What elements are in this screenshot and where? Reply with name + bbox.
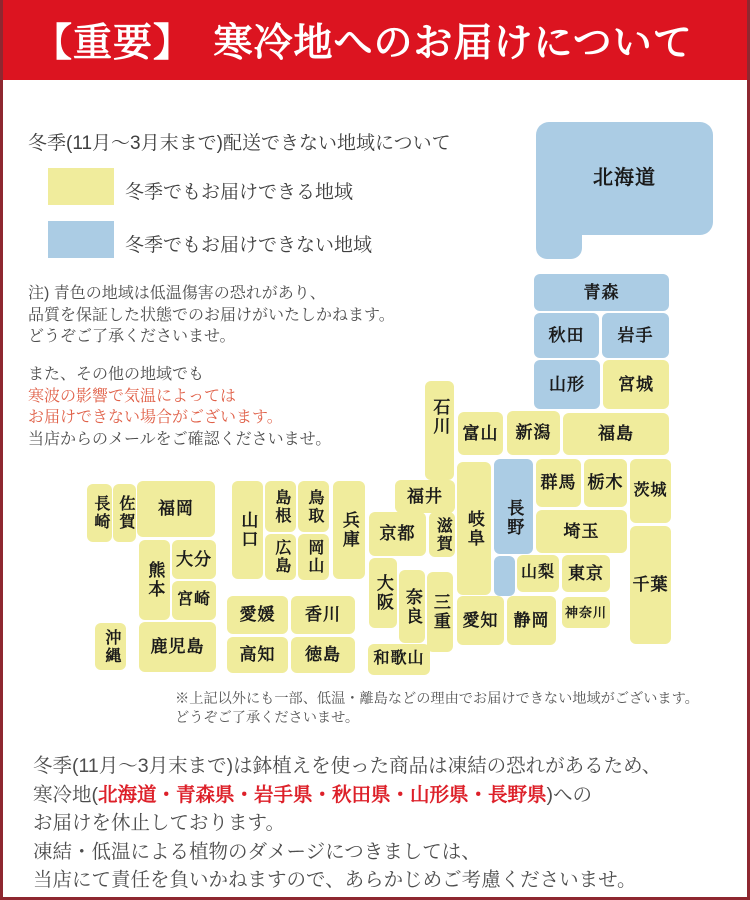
- prefecture-nara: [399, 570, 425, 643]
- prefecture-mie: [427, 572, 453, 652]
- prefecture-label: 山形: [549, 374, 585, 394]
- prefecture-chiba: [630, 526, 671, 644]
- prefecture-tochigi: [584, 459, 627, 507]
- footer-text: 凍結・低温による植物のダメージにつきましては、: [33, 840, 481, 863]
- prefecture-label: 三重: [430, 593, 450, 631]
- prefecture-label: 長崎: [91, 495, 109, 531]
- prefecture-niigata: [507, 411, 560, 455]
- legend-title: 冬季(11月～3月末まで)配送できない地域について: [28, 133, 451, 154]
- prefecture-label: 大阪: [373, 574, 393, 612]
- prefecture-label: 新潟: [515, 423, 552, 443]
- prefecture-label: 岡山: [305, 539, 323, 575]
- prefecture-ibaraki: [630, 459, 671, 523]
- prefecture-kagoshima: [139, 622, 216, 672]
- footer-line: [33, 838, 661, 867]
- prefecture-ehime: [227, 596, 288, 634]
- prefecture-hyogo: [333, 481, 365, 579]
- prefecture-label: 愛媛: [239, 605, 276, 625]
- prefecture-yamanashi: [517, 555, 559, 592]
- prefecture-label: 富山: [462, 423, 499, 443]
- note-line-warning: お届けできない場合がございます。: [28, 409, 283, 426]
- footer-text: 当店にて責任を負いかねますので、あらかじめご考慮くださいませ。: [33, 869, 637, 891]
- prefecture-label: 佐賀: [116, 495, 134, 531]
- note-line: どうぞご了承くださいませ。: [28, 328, 236, 345]
- prefecture-label: 熊本: [145, 561, 165, 599]
- footer-text: 寒冷地(: [33, 783, 98, 806]
- map-footnote: [175, 690, 699, 728]
- prefecture-label: 群馬: [540, 473, 577, 493]
- prefecture-aichi: [457, 596, 504, 645]
- prefecture-label: 神奈川: [564, 604, 607, 620]
- prefecture-fukushima: [563, 413, 669, 455]
- footer-line: [33, 752, 661, 781]
- prefecture-yamaguchi: [232, 481, 263, 579]
- prefecture-label: 沖縄: [102, 628, 120, 665]
- prefecture-tottori: [298, 481, 329, 532]
- prefecture-okinawa: [95, 623, 126, 670]
- footer-text: 冬季(11月～3月末まで)は鉢植えを使った商品は凍結の恐れがあるため、: [33, 755, 662, 777]
- prefecture-label: 長野: [504, 498, 524, 537]
- prefecture-label: 広島: [272, 539, 290, 575]
- prefecture-label: 静岡: [513, 610, 550, 630]
- prefecture-label: 岩手: [617, 325, 654, 345]
- prefecture-miyazaki: [172, 581, 216, 620]
- prefecture-aomori: [534, 274, 669, 311]
- prefecture-ishikawa: [425, 381, 454, 480]
- prefecture-nagano-tail: [494, 556, 515, 596]
- prefecture-label: 徳島: [305, 645, 341, 665]
- prefecture-label: 鹿児島: [150, 637, 205, 657]
- prefecture-nagano: [494, 459, 533, 554]
- prefecture-label: 石川: [430, 397, 450, 436]
- prefecture-label: 宮崎: [176, 591, 211, 609]
- legend-label-not-deliverable: 冬季でもお届けできない地域: [125, 235, 373, 256]
- prefecture-nagasaki: [87, 484, 112, 542]
- note-line: 注) 青色の地域は低温傷害の恐れがあり、: [28, 285, 326, 302]
- prefecture-label: 大分: [176, 549, 212, 569]
- prefecture-label: 福島: [598, 424, 634, 444]
- prefecture-hiroshima: [265, 534, 296, 580]
- prefecture-tokyo: [562, 555, 610, 592]
- prefecture-shiga: [429, 512, 455, 557]
- footer-line: [33, 809, 661, 838]
- cold-region-prefectures-text: 北海道・青森県・岩手県・秋田県・山形県・長野県: [98, 783, 547, 806]
- prefecture-label: 和歌山: [373, 650, 425, 668]
- footnote-line: どうぞご了承くださいませ。: [175, 710, 360, 726]
- prefecture-saga: [113, 484, 136, 542]
- prefecture-kumamoto: [139, 540, 170, 620]
- note-line-warning: 寒波の影響で気温によっては: [28, 387, 237, 405]
- prefecture-hokkaido-tab: [536, 196, 582, 259]
- prefecture-fukuoka: [137, 481, 215, 537]
- prefecture-label: 山口: [238, 511, 258, 549]
- footer-text: )への: [546, 783, 593, 806]
- footer-line: [33, 866, 661, 895]
- prefecture-wakayama: [368, 644, 430, 675]
- footnote-line: ※上記以外にも一部、低温・離島などの理由でお届けできない地域がございます。: [175, 691, 699, 707]
- prefecture-kagawa: [291, 596, 355, 634]
- footer-text: お届けを休止しております。: [33, 812, 285, 834]
- prefecture-label: 栃木: [587, 473, 624, 493]
- prefecture-shizuoka: [507, 596, 556, 645]
- prefecture-label: 福岡: [158, 499, 194, 519]
- page-title: 【重要】 寒冷地へのお届けについて: [33, 22, 693, 65]
- prefecture-saitama: [536, 510, 627, 553]
- prefecture-label: 千葉: [632, 575, 669, 595]
- prefecture-label: 青森: [583, 282, 620, 302]
- prefecture-label: 鳥取: [305, 488, 323, 525]
- prefecture-miyagi: [603, 360, 669, 409]
- prefecture-okayama: [298, 534, 329, 580]
- prefecture-label: 東京: [568, 563, 604, 583]
- prefecture-kyoto: [369, 512, 426, 556]
- prefecture-label: 埼玉: [563, 521, 600, 541]
- prefecture-yamagata: [534, 360, 600, 409]
- prefecture-label: 北海道: [593, 167, 656, 189]
- prefecture-label: 香川: [305, 605, 341, 625]
- prefecture-kochi: [227, 637, 288, 673]
- prefecture-shimane: [265, 481, 296, 532]
- prefecture-label: 高知: [239, 645, 276, 665]
- prefecture-gifu: [457, 462, 491, 595]
- prefecture-label: 秋田: [548, 325, 585, 345]
- note-line: 品質を保証した状態でのお届けがいたしかねます。: [28, 306, 395, 324]
- prefecture-iwate: [602, 313, 669, 358]
- prefecture-label: 奈良: [402, 587, 422, 626]
- prefecture-label: 福井: [407, 486, 443, 506]
- prefecture-fukui: [395, 480, 455, 513]
- prefecture-label: 愛知: [462, 610, 499, 630]
- prefecture-tokushima: [291, 637, 355, 673]
- footer-paragraph: [33, 752, 661, 895]
- prefecture-label: 兵庫: [339, 511, 359, 549]
- prefecture-label: 京都: [379, 524, 416, 544]
- prefecture-osaka: [369, 558, 397, 628]
- prefecture-label: 岐阜: [464, 509, 484, 548]
- prefecture-akita: [534, 313, 599, 358]
- prefecture-label: 茨城: [633, 481, 668, 499]
- prefecture-label: 島根: [272, 488, 290, 525]
- prefecture-gunma: [536, 459, 581, 507]
- prefecture-kanagawa: [562, 597, 610, 628]
- prefecture-label: 山梨: [520, 564, 555, 582]
- footer-line: [33, 781, 661, 810]
- prefecture-oita: [172, 540, 216, 579]
- prefecture-label: 滋賀: [434, 516, 452, 553]
- note-line: 当店からのメールをご確認くださいませ。: [28, 430, 332, 448]
- prefecture-toyama: [458, 412, 503, 455]
- legend-label-deliverable: 冬季でもお届けできる地域: [125, 182, 354, 203]
- prefecture-label: 宮城: [618, 374, 654, 394]
- note-line: また、その他の地域でも: [28, 366, 205, 383]
